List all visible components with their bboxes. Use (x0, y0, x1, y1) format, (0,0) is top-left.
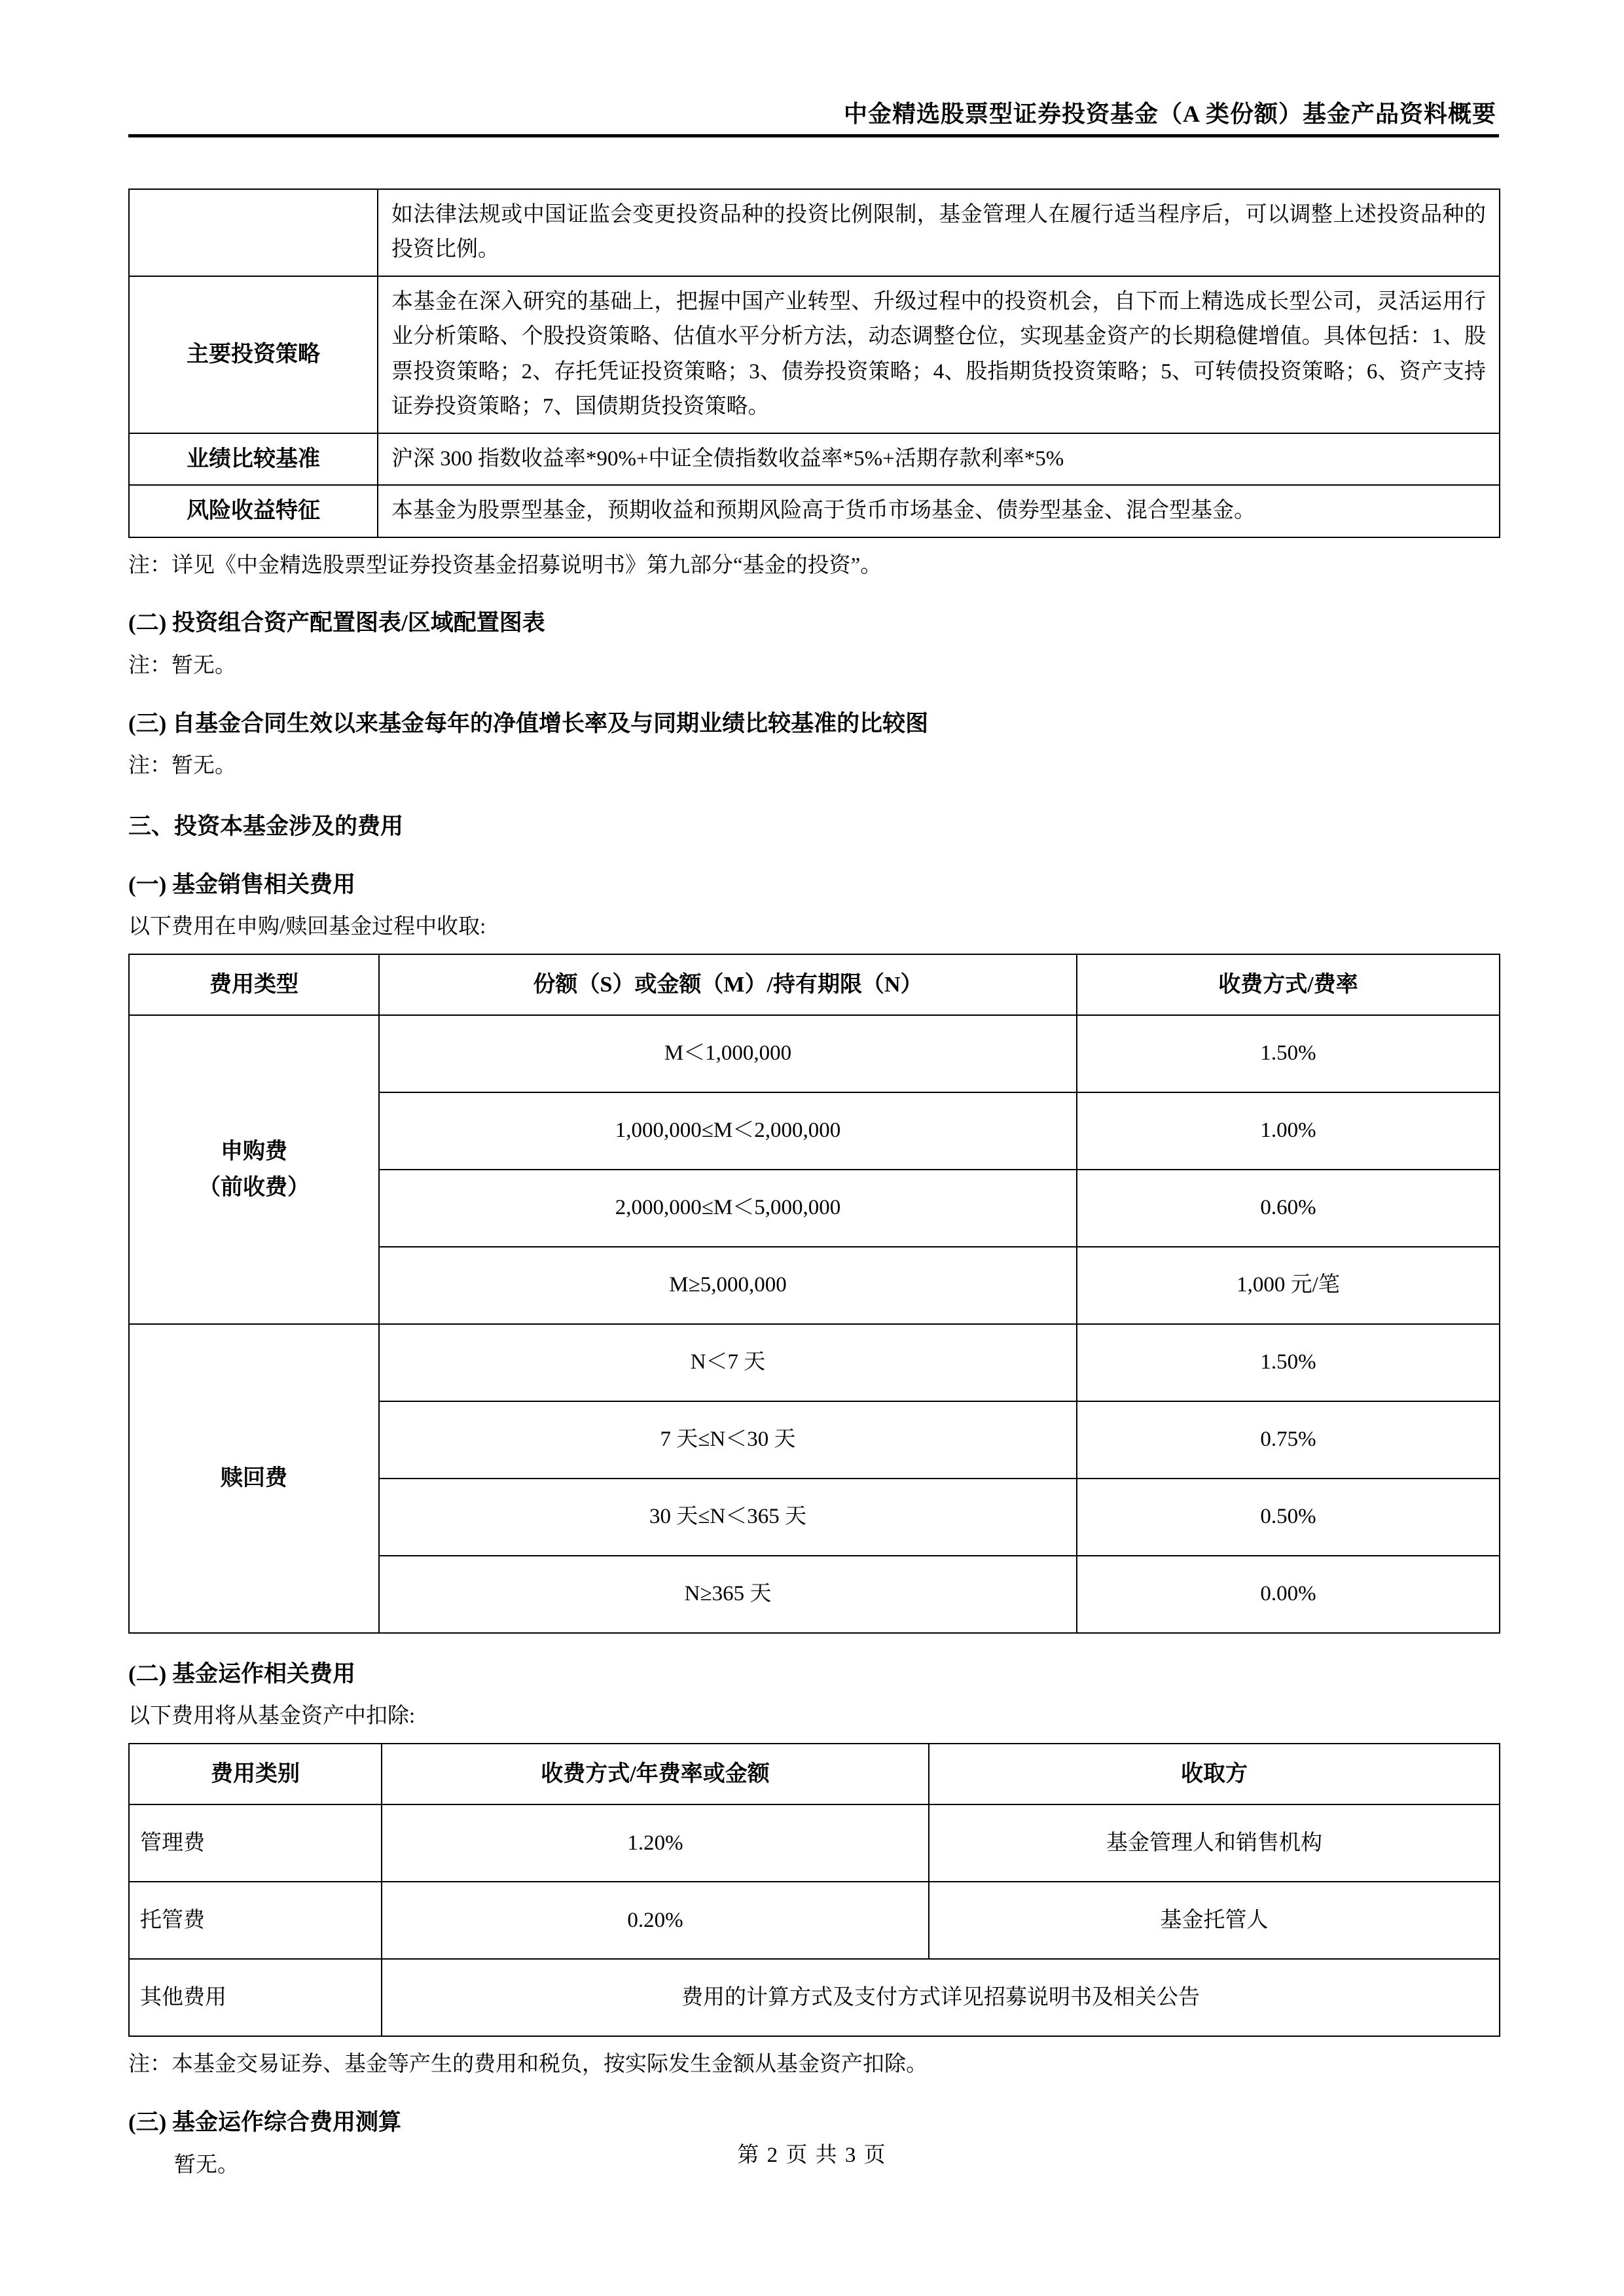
heading-section-two: (二) 投资组合资产配置图表/区域配置图表 (128, 610, 545, 636)
header-divider (128, 134, 1499, 137)
sales-fee-condition: M＜1,000,000 (379, 1015, 1077, 1092)
sales-fee-rate: 1.50% (1077, 1015, 1500, 1092)
operating-fee-category-other: 其他费用 (129, 1959, 382, 2036)
sales-fee-col-condition: 份额（S）或金额（M）/持有期限（N） (379, 954, 1077, 1015)
table-row (129, 189, 1500, 276)
table-row (129, 433, 1500, 485)
main-content (128, 188, 1499, 2191)
sales-fee-col-type: 费用类型 (129, 954, 379, 1015)
fund-info-label-benchmark: 业绩比较基准 (129, 433, 378, 485)
fund-info-label-strategy: 主要投资策略 (129, 276, 378, 433)
fund-info-text-0: 如法律法规或中国证监会变更投资品种的投资比例限制，基金管理人在履行适当程序后，可以调整上述投资品种的投资比例。 (378, 189, 1500, 276)
intro-sales-fees: 以下费用在申购/赎回基金过程中收取: (128, 915, 486, 939)
sales-fee-condition: 1,000,000≤M＜2,000,000 (379, 1092, 1077, 1170)
fund-info-text-benchmark: 沪深 300 指数收益率*90%+中证全债指数收益率*5%+活期存款利率*5% (378, 433, 1500, 485)
note-after-fund-info: 注：详见《中金精选股票型证券投资基金招募说明书》第九部分“基金的投资”。 (128, 553, 882, 577)
operating-fee-col-payee: 收取方 (929, 1744, 1500, 1804)
heading-chapter-three: 三、投资本基金涉及的费用 (128, 814, 404, 840)
note-operating-fees: 注：本基金交易证券、基金等产生的费用和税负，按实际发生金额从基金资产扣除。 (128, 2053, 928, 2077)
sales-fee-condition: N＜7 天 (379, 1324, 1077, 1401)
sales-fee-rate: 0.60% (1077, 1170, 1500, 1247)
sales-fee-rate: 1.00% (1077, 1092, 1500, 1170)
table-row (129, 276, 1500, 433)
operating-fee-payee: 基金管理人和销售机构 (929, 1804, 1500, 1882)
sales-fee-rate: 0.75% (1077, 1401, 1500, 1479)
note-section-two: 注：暂无。 (128, 653, 236, 677)
sales-fee-condition: M≥5,000,000 (379, 1247, 1077, 1324)
intro-operating-fees: 以下费用将从基金资产中扣除: (128, 1704, 416, 1729)
heading-operating-fees: (二) 基金运作相关费用 (128, 1660, 356, 1687)
operating-fee-rate: 1.20% (382, 1804, 929, 1882)
header-title: 中金精选股票型证券投资基金（A 类份额）基金产品资料概要 (843, 101, 1496, 127)
operating-fee-col-rate: 收费方式/年费率或金额 (382, 1744, 929, 1804)
fund-info-text-risk: 本基金为股票型基金，预期收益和预期风险高于货币市场基金、债券型基金、混合型基金。 (378, 485, 1500, 537)
operating-fee-payee: 基金托管人 (929, 1882, 1500, 1959)
table-row (129, 1324, 1500, 1401)
table-row (129, 1804, 1500, 1882)
fund-info-text-strategy: 本基金在深入研究的基础上，把握中国产业转型、升级过程中的投资机会，自下而上精选成长型公司，灵活运用行业分析策略、个股投资策略、估值水平分析方法，动态调整仓位，实现基金资产的长期稳健增值。具体包括：1、股票投资策略；2、存托凭证投资策略；3、债券投资策略；4、股指期货投资策略；5、可转债投资策略；6、资产支持证券投资策略；7、国债期货投资策略。 (378, 276, 1500, 433)
sales-fee-rate: 0.00% (1077, 1556, 1500, 1633)
sales-fee-rate: 1.50% (1077, 1324, 1500, 1401)
sales-fee-rate: 0.50% (1077, 1479, 1500, 1556)
operating-fee-table (128, 1743, 1500, 2037)
sales-fee-group-label-purchase-line2: （前收费） (198, 1175, 310, 1200)
table-header-row (129, 1744, 1500, 1804)
sales-fee-rate: 1,000 元/笔 (1077, 1247, 1500, 1324)
fund-info-table (128, 188, 1500, 538)
table-row (129, 485, 1500, 537)
table-header-row (129, 954, 1500, 1015)
operating-fee-category: 管理费 (129, 1804, 382, 1882)
operating-fee-category: 托管费 (129, 1882, 382, 1959)
heading-section-three-chart: (三) 自基金合同生效以来基金每年的净值增长率及与同期业绩比较基准的比较图 (128, 710, 929, 736)
sales-fee-group-label-purchase (129, 1015, 379, 1324)
sales-fee-group-label-purchase-line1: 申购费 (221, 1139, 287, 1164)
operating-fee-other-text: 费用的计算方式及支付方式详见招募说明书及相关公告 (382, 1959, 1500, 2036)
heading-comprehensive-fees: (三) 基金运作综合费用测算 (128, 2109, 402, 2136)
sales-fee-condition: 2,000,000≤M＜5,000,000 (379, 1170, 1077, 1247)
sales-fee-condition: N≥365 天 (379, 1556, 1077, 1633)
sales-fee-condition: 30 天≤N＜365 天 (379, 1479, 1077, 1556)
heading-sales-fees: (一) 基金销售相关费用 (128, 871, 356, 897)
sales-fee-table (128, 954, 1500, 1634)
operating-fee-col-category: 费用类别 (129, 1744, 382, 1804)
fund-info-label-empty (129, 189, 378, 276)
table-row (129, 1959, 1500, 2036)
fund-info-label-risk: 风险收益特征 (129, 485, 378, 537)
page-number-label: 第 2 页 共 3 页 (737, 2144, 887, 2167)
note-comprehensive-fees: 暂无。 (174, 2153, 239, 2177)
table-row (129, 1882, 1500, 1959)
page-header (128, 98, 1499, 137)
page-footer (0, 2138, 1624, 2168)
sales-fee-group-label-redemption: 赎回费 (129, 1324, 379, 1633)
sales-fee-condition: 7 天≤N＜30 天 (379, 1401, 1077, 1479)
note-section-three-chart: 注：暂无。 (128, 754, 236, 778)
operating-fee-rate: 0.20% (382, 1882, 929, 1959)
table-row (129, 1015, 1500, 1092)
sales-fee-col-rate: 收费方式/费率 (1077, 954, 1500, 1015)
